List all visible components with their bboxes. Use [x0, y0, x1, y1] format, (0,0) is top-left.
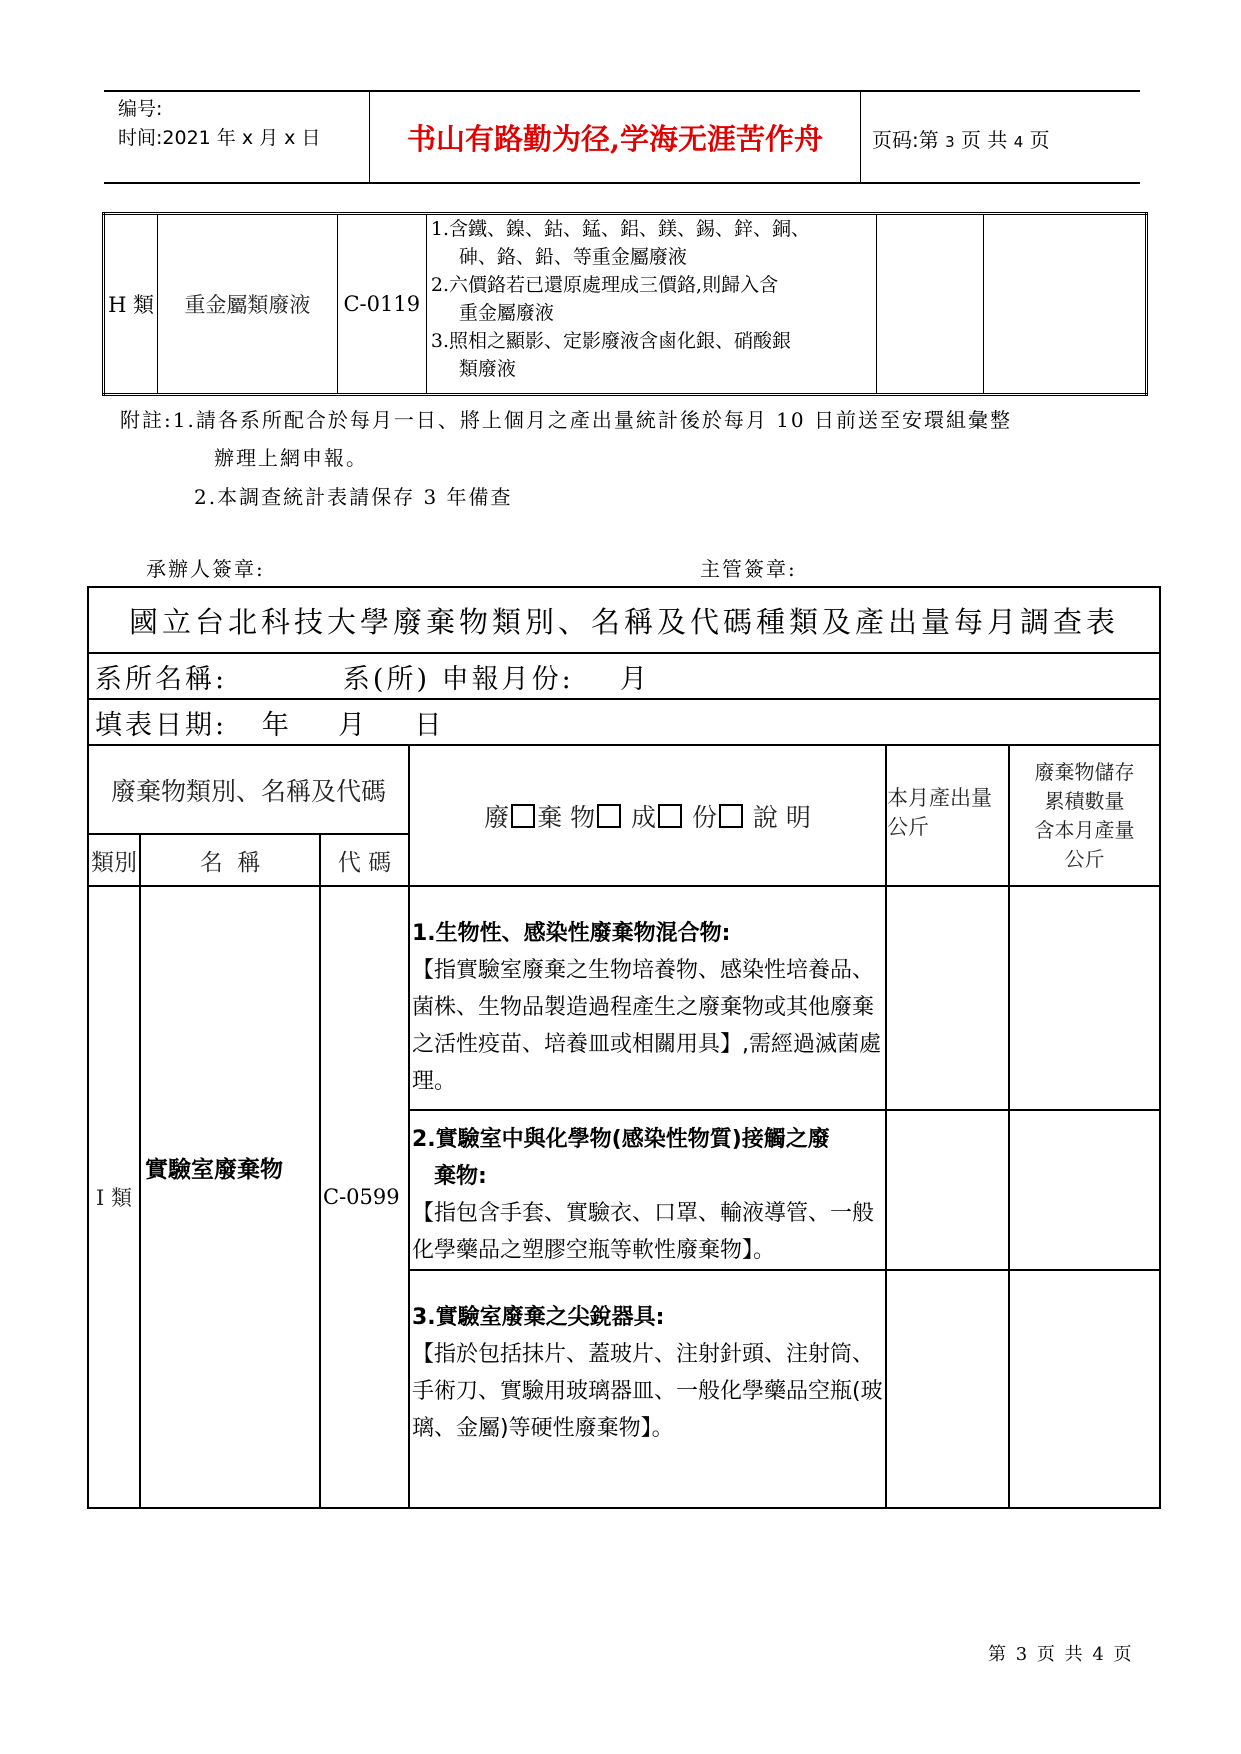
page-mid: 页 共 [961, 128, 1008, 152]
header-motto: 书山有路勤为径,学海无涯苦作舟 [406, 122, 824, 156]
supervisor-signature-label: 主管簽章: [700, 557, 797, 581]
survey-table [87, 586, 1161, 1509]
i-item-1: 1.生物性、感染性廢棄物混合物: 【指實驗室廢棄之生物培養物、感染性培養品、菌株、生物品製造過程產生之廢棄物或其他廢棄之活性疫苗、培養皿或相關用具】,需經過滅菌處理。 [409, 886, 886, 1110]
table-row [88, 886, 1160, 1110]
box-glyph [511, 804, 535, 828]
i-item-3-storage-cell[interactable] [1009, 1270, 1160, 1508]
i-name-cell: 實驗室廢棄物 [140, 886, 320, 1508]
h-storage-amount-cell[interactable] [984, 214, 1147, 395]
time-label: 时间:2021 年 x 月 x 日 [118, 127, 321, 149]
h-monthly-amount-cell[interactable] [877, 214, 984, 395]
page-prefix: 页码:第 [872, 128, 939, 152]
table-row [88, 699, 1160, 745]
storage-header: 廢棄物儲存 累積數量 含本月產量 公斤 [1009, 745, 1160, 886]
h-item-1: 1.含鐵、鎳、鈷、錳、鋁、鎂、錫、鋅、銅、 砷、鉻、鉛、等重金屬廢液 [430, 218, 811, 268]
h-description-cell [426, 214, 876, 395]
i-item-2: 2.實驗室中與化學物(感染性物質)接觸之廢 棄物: 【指包含手套、實驗衣、口罩、輸液導管、一般化學藥品之塑膠空瓶等軟性廢棄物】。 [409, 1110, 886, 1270]
i-item-2-monthly-cell[interactable] [886, 1110, 1009, 1270]
fill-date-row[interactable]: 填表日期: 年 月 日 [88, 699, 1160, 745]
h-item-2: 2.六價鉻若已還原處理成三價鉻,則歸入含 重金屬廢液 [430, 274, 779, 324]
note-line-1b: 辦理上網申報。 [214, 446, 368, 470]
header-page-indicator [872, 124, 1050, 153]
note-line-2: 2.本調查統計表請保存 3 年備查 [194, 485, 513, 509]
h-class-cell: H 類 [104, 214, 158, 395]
i-item-3-monthly-cell[interactable] [886, 1270, 1009, 1508]
note-line-1: 附註:1.請各系所配合於每月一日、將上個月之產出量統計後於每月 10 日前送至安環組彙整 [120, 408, 1012, 432]
page-total: 4 [1013, 133, 1024, 151]
monthly-output-header: 本月產出量公斤 [886, 745, 1009, 886]
name-column-header: 名 稱 [140, 834, 320, 886]
i-item-1-storage-cell[interactable] [1009, 886, 1160, 1110]
h-name-cell: 重金屬類廢液 [158, 214, 338, 395]
code-column-header: 代 碼 [320, 834, 409, 886]
i-code-cell: C-0599 [320, 886, 409, 1508]
handler-signature-label: 承辦人簽章: [146, 557, 265, 581]
page-suffix: 页 [1029, 128, 1050, 152]
i-item-3: 3.實驗室廢棄之尖銳器具: 【指於包括抹片、蓋玻片、注射針頭、注射筒、手術刀、實驗用玻璃器皿、一般化學藥品空瓶(玻璃、金屬)等硬性廢棄物】。 [409, 1270, 886, 1508]
dept-month-row[interactable]: 系所名稱: 系(所) 申報月份: 月 [88, 653, 1160, 699]
header-meta [118, 95, 320, 153]
header-top-rule [104, 90, 1140, 92]
table-row [88, 745, 1160, 834]
header-divider-right [860, 90, 861, 183]
h-class-table [102, 212, 1148, 396]
description-header: 廢 棄 物 成 份 說 明 [409, 745, 886, 886]
h-code-cell: C-0119 [337, 214, 426, 395]
table-row [88, 653, 1160, 699]
class-column-header: 類別 [88, 834, 140, 886]
box-glyph [658, 804, 682, 828]
box-glyph [597, 804, 621, 828]
number-label: 编号: [118, 98, 163, 120]
survey-title: 國立台北科技大學廢棄物類別、名稱及代碼種類及產出量每月調查表 [88, 587, 1160, 653]
category-group-header: 廢棄物類別、名稱及代碼 [88, 745, 409, 834]
table-row [88, 587, 1160, 653]
page-footer: 第 3 页 共 4 页 [988, 1644, 1134, 1665]
i-item-1-monthly-cell[interactable] [886, 886, 1009, 1110]
table-row [104, 214, 1147, 395]
header-bottom-rule [104, 182, 1140, 184]
i-item-2-storage-cell[interactable] [1009, 1110, 1160, 1270]
i-class-cell: I 類 [88, 886, 140, 1508]
h-item-3: 3.照相之顯影、定影廢液含鹵化銀、硝酸銀 類廢液 [430, 330, 792, 380]
page-current: 3 [945, 133, 955, 151]
box-glyph [719, 804, 743, 828]
